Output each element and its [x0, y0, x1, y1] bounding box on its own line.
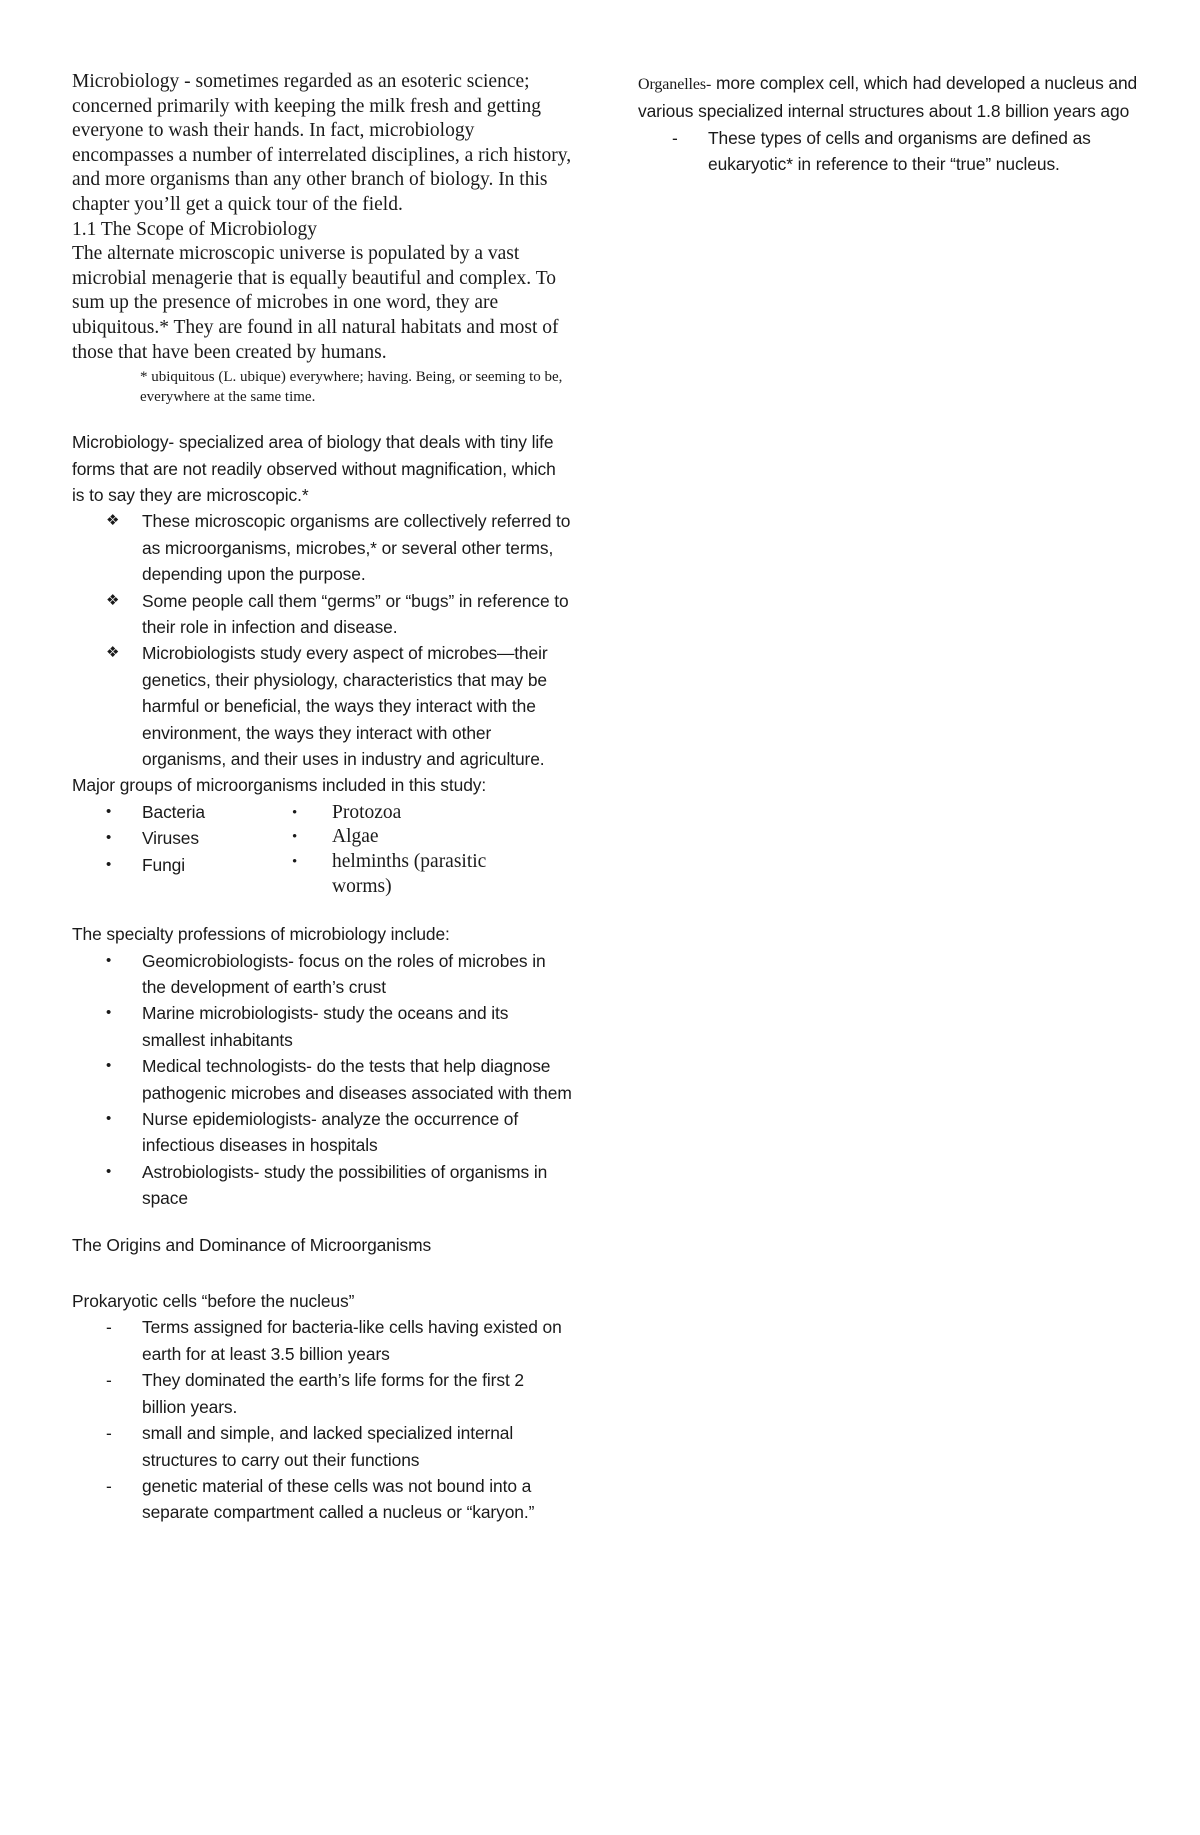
bullet-icon: •	[106, 1004, 112, 1022]
diamond-bullet-icon: ❖	[106, 591, 120, 609]
list-item: • Fungi	[72, 852, 292, 878]
organelles-paragraph	[638, 70, 1138, 125]
bullet-icon: •	[106, 1162, 112, 1180]
bullet-icon: •	[106, 951, 112, 969]
professions-list	[72, 948, 572, 1212]
list-item: ❖ These microscopic organisms are collectively referred to as microorganisms, microbes,* or several other terms, depending upon the purpose.	[72, 508, 572, 587]
microbe-bullet-list	[72, 508, 572, 772]
bullet-icon: •	[106, 855, 112, 873]
bullet-icon: •	[106, 802, 112, 820]
bullet-icon: •	[292, 854, 298, 870]
list-item: • Algae	[292, 825, 512, 850]
list-item: • Medical technologists- do the tests that help diagnose pathogenic microbes and diseases associated with them	[72, 1053, 572, 1106]
bullet-icon: •	[106, 829, 112, 847]
list-item: - small and simple, and lacked specialized internal structures to carry out their functions	[72, 1420, 572, 1473]
groups-left-list	[72, 799, 292, 899]
list-item: • Bacteria	[72, 799, 292, 825]
section-paragraph: The alternate microscopic universe is populated by a vast microbial menagerie that is equally beautiful and complex. To sum up the presence of microbes in one word, they are ubiquitous.* They are found in all natural habitats and most of those that have been created by humans.	[72, 243, 559, 363]
professions-heading: The specialty professions of microbiology include:	[72, 924, 450, 945]
dash-bullet-icon: -	[106, 1423, 112, 1444]
prokaryotic-list	[72, 1314, 572, 1525]
organelles-text: more complex cell, which had developed a nucleus and various specialized internal structures about 1.8 billion years ago	[638, 73, 1138, 122]
list-item: • Astrobiologists- study the possibilities of organisms in space	[72, 1159, 572, 1212]
list-item: • Viruses	[72, 825, 292, 851]
list-item: • Marine microbiologists- study the oceans and its smallest inhabitants	[72, 1000, 572, 1053]
diamond-bullet-icon: ❖	[106, 644, 120, 662]
dash-bullet-icon: -	[106, 1317, 112, 1338]
footnote: * ubiquitous (L. ubique) everywhere; having. Being, or seeming to be, everywhere at the same time.	[140, 369, 563, 406]
bullet-icon: •	[106, 1110, 112, 1128]
list-item: - They dominated the earth’s life forms for the first 2 billion years.	[72, 1367, 572, 1420]
right-column	[638, 70, 1138, 178]
dash-bullet-icon: -	[672, 127, 678, 148]
prokaryotic-heading: Prokaryotic cells “before the nucleus”	[72, 1291, 355, 1312]
dash-bullet-icon: -	[106, 1370, 112, 1391]
list-item: • Protozoa	[292, 801, 512, 826]
list-item: • helminths (parasitic worms)	[292, 851, 487, 897]
groups-right-list	[292, 801, 512, 899]
bullet-icon: •	[292, 804, 298, 821]
origins-heading: The Origins and Dominance of Microorganisms	[72, 1234, 432, 1255]
intro-paragraph: Microbiology - sometimes regarded as an esoteric science; concerned primarily with keeping the milk fresh and getting everyone to wash their hands. In fact, microbiology encompasses a number of interrelated disciplines, a rich history, and more organisms than any other branch of biology. In this chapter you’ll get a quick tour of the field.	[72, 71, 572, 215]
groups-two-column-list	[72, 799, 572, 899]
section-heading: 1.1 The Scope of Microbiology	[72, 218, 317, 240]
list-item: • Nurse epidemiologists- analyze the occurrence of infectious diseases in hospitals	[72, 1106, 572, 1159]
groups-heading: Major groups of microorganisms included in this study:	[72, 775, 487, 796]
list-item: ❖ Microbiologists study every aspect of microbes—their genetics, their physiology, characteristics that may be harmful or beneficial, the ways they interact with the environment, the ways they interact with other organisms, and their uses in industry and agriculture.	[72, 640, 572, 772]
list-item: • Geomicrobiologists- focus on the roles of microbes in the development of earth’s crust	[72, 948, 572, 1001]
left-column	[72, 70, 572, 1526]
bullet-icon: •	[292, 829, 298, 846]
definition-paragraph: Microbiology- specialized area of biology that deals with tiny life forms that are not readily observed without magnification, which is to say they are microscopic.*	[72, 432, 556, 505]
list-item: ❖ Some people call them “germs” or “bugs” in reference to their role in infection and disease.	[72, 588, 572, 641]
dash-bullet-icon: -	[106, 1475, 112, 1496]
organelles-list	[638, 125, 1138, 178]
bullet-icon: •	[106, 1057, 112, 1075]
organelles-term: Organelles-	[638, 76, 712, 93]
list-item: - genetic material of these cells was not bound into a separate compartment called a nucleus or “karyon.”	[72, 1473, 572, 1526]
list-item: - Terms assigned for bacteria-like cells having existed on earth for at least 3.5 billion years	[72, 1314, 572, 1367]
list-item: - These types of cells and organisms are defined as eukaryotic* in reference to their “true” nucleus.	[638, 125, 1138, 178]
diamond-bullet-icon: ❖	[106, 512, 120, 530]
